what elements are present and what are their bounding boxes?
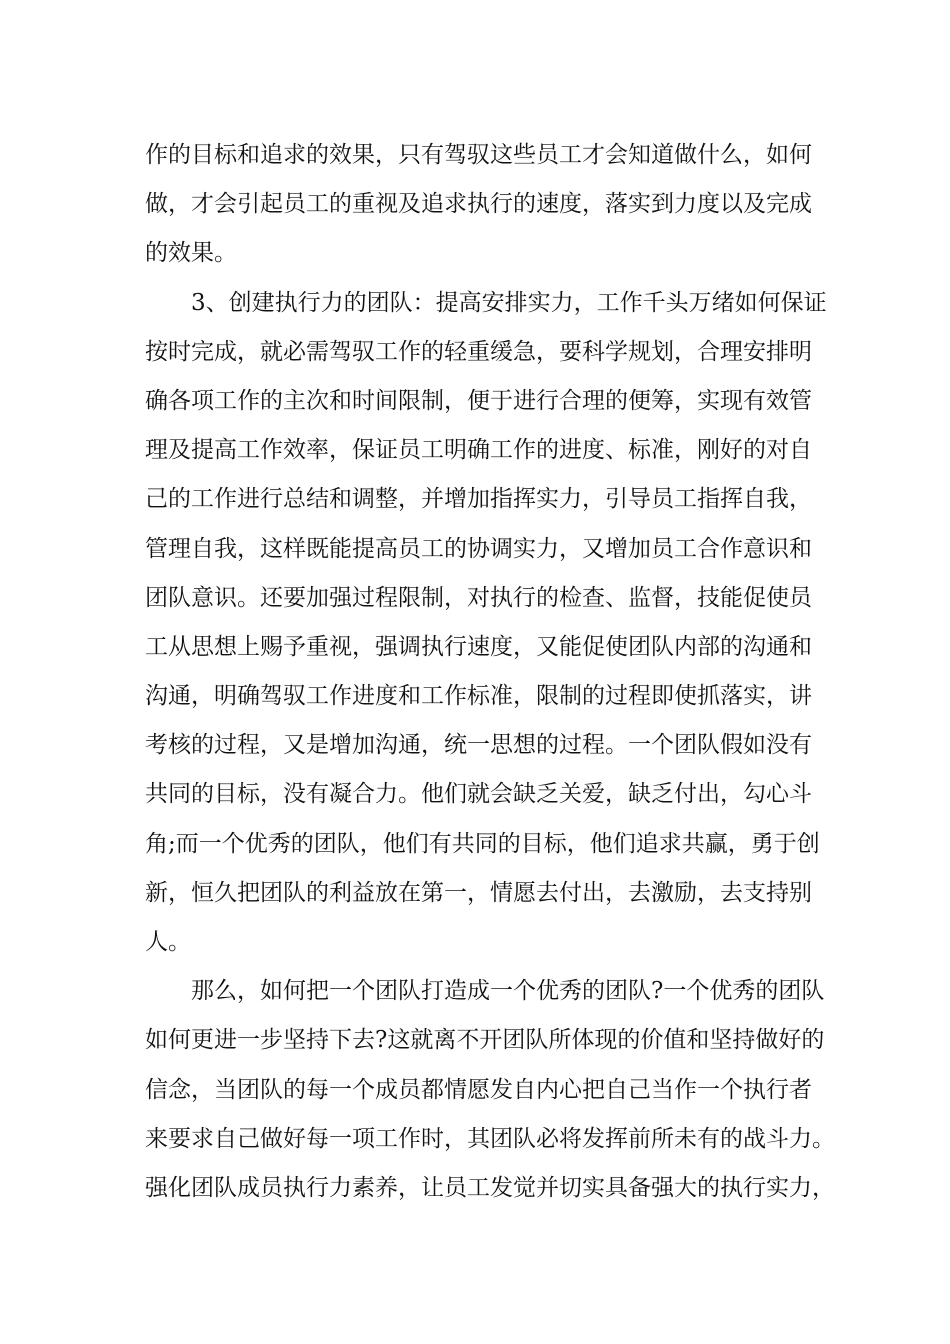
text-line: 来要求自己做好每一项工作时，其团队必将发挥前所未有的战斗力。 bbox=[145, 1125, 835, 1152]
text-line: 角;而一个优秀的团队，他们有共同的目标，他们追求共赢，勇于创 bbox=[145, 830, 820, 857]
text-line: 的效果。 bbox=[145, 240, 237, 267]
text-line: 沟通，明确驾驭工作进度和工作标准，限制的过程即使抓落实，讲 bbox=[145, 683, 812, 710]
text-line: 确各项工作的主次和时间限制，便于进行合理的便筹，实现有效管 bbox=[145, 387, 812, 414]
text-line: 己的工作进行总结和调整，并增加指挥实力，引导员工指挥自我， bbox=[145, 486, 812, 513]
text-line: 3、创建执行力的团队：提高安排实力，工作千头万绪如何保证 bbox=[191, 289, 827, 316]
text-line: 强化团队成员执行力素养，让员工发觉并切实具备强大的执行实力， bbox=[145, 1174, 835, 1201]
text-line: 新，恒久把团队的利益放在第一，情愿去付出，去激励，去支持别 bbox=[145, 879, 812, 906]
text-line: 共同的目标，没有凝合力。他们就会缺乏关爱，缺乏付出，勾心斗 bbox=[145, 781, 812, 808]
text-line: 管理自我，这样既能提高员工的协调实力，又增加员工合作意识和 bbox=[145, 535, 812, 562]
text-line: 作的目标和追求的效果，只有驾驭这些员工才会知道做什么，如何 bbox=[145, 142, 812, 168]
text-line: 团队意识。还要加强过程限制，对执行的检查、监督，技能促使员 bbox=[145, 584, 812, 611]
text-line: 考核的过程，又是增加沟通，统一思想的过程。一个团队假如没有 bbox=[145, 732, 812, 759]
text-line: 如何更进一步坚持下去?这就离不开团队所体现的价值和坚持做好的 bbox=[145, 1027, 825, 1054]
text-line: 工从思想上赐予重视，强调执行速度，又能促使团队内部的沟通和 bbox=[145, 633, 812, 660]
text-line: 信念，当团队的每一个成员都情愿发自内心把自己当作一个执行者 bbox=[145, 1076, 812, 1103]
text-line: 按时完成，就必需驾驭工作的轻重缓急，要科学规划，合理安排明 bbox=[145, 338, 812, 365]
text-line: 理及提高工作效率，保证员工明确工作的进度、标准，刚好的对自 bbox=[145, 437, 812, 464]
text-line: 那么，如何把一个团队打造成一个优秀的团队?一个优秀的团队 bbox=[191, 978, 825, 1005]
text-line: 做，才会引起员工的重视及追求执行的速度，落实到力度以及完成 bbox=[145, 191, 812, 218]
text-line: 人。 bbox=[145, 929, 191, 955]
body-text bbox=[145, 131, 835, 1213]
